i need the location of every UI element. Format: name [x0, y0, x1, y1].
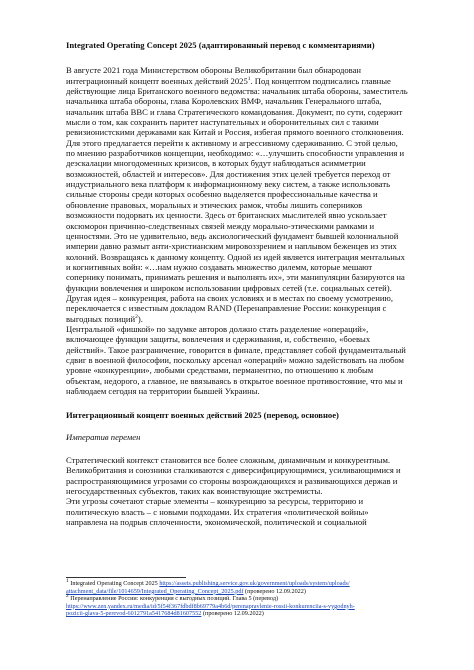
footnote-1	[66, 577, 434, 595]
footnote-divider	[66, 577, 186, 578]
footnote-2	[66, 595, 434, 618]
footnote-2-number: 2	[66, 593, 69, 600]
footnotes	[66, 577, 434, 618]
footnote-2-note: (проверено 12.09.2022)	[201, 610, 264, 618]
intro-text-part3: ).	[137, 313, 143, 324]
document-title: Integrated Operating Concept 2025 (адаптированный перевод с комментариями)	[66, 40, 375, 50]
intro-paragraph	[66, 65, 408, 324]
footnote-2-text: Перенаправление России: конкуренция с выгодных позиций. Глава 5 (перевод)	[70, 595, 279, 603]
section-title: Интеграционный концепт военных действий 2025 (перевод, основное)	[66, 410, 339, 421]
footnote-ref-1[interactable]: 1	[247, 75, 251, 82]
section-subtitle: Императив перемен	[66, 431, 141, 442]
footnote-1-link-part2[interactable]: attachment_data/file/1014659/Integrated_Operating_Concept_2025.pdf	[66, 587, 244, 595]
threats-paragraph: Эти угрозы сочетают старые элементы – конкуренцию за ресурсы, территорию и политическую власть – с новыми подходами. Их стратегия «политической войны» направлена на подрыв сплоченности, экономической, политической и социальной	[66, 496, 369, 528]
footnote-1-number: 1	[66, 577, 69, 584]
footnote-2-link-part2[interactable]: pozicii-glava-5-perevod-6012791a5417684d81607552	[66, 610, 202, 618]
central-idea-paragraph: Центральной «фишкой» по задумке авторов должно стать разделение «операций», включающее функции защиты, вовлечения и сдерживания, и, собственно, «боевых действий». Такое разграничение, говорится в финале, представляет собой фундаментальный сдвиг в военной философии, поскольку арсенал «операций» можно задействовать на любом уровне «конкуренции», любыми средствами, перманентно, по отношению к любым объектам, недорого, а главное, не ввязываясь в открытое военное противостояние, что мы и наблюдаем сегодня на территории бывшей Украины.	[66, 323, 406, 396]
footnote-ref-2[interactable]: 2	[135, 313, 138, 320]
intro-text-part1: В августе 2021 года Министерством обороны Великобритании был обнародован интеграционный концепт военных действий 2025	[66, 65, 362, 86]
footnote-1-text: Integrated Operating Concept 2025	[70, 580, 160, 587]
footnote-1-link-part1[interactable]: https://assets.publishing.service.gov.uk/government/uploads/system/uploads/	[159, 580, 350, 587]
footnote-2-link-part1[interactable]: https://www.zen.yandex.ru/media/id/5f54f367fdbdf8b69779a4b6d/perenapravlenie-rossii-konkurenciia-s-vygodnyh-	[66, 602, 355, 610]
footnote-1-note: (проверено 12.09.2022)	[243, 587, 306, 595]
strategic-context-paragraph: Стратегический контекст становится все более сложным, динамичным и конкурентным. Великобритания и союзники сталкиваются с диверсифицирующимися, усиливающимися и распространяющимися угрозами со стороны возрождающихся и развивающихся держав и негосударственных субъектов, таких как воинствующие экстремисты.	[66, 455, 401, 497]
intro-text-part2: . Под концептом подписались главные действующие лица Британского военного ведомства: начальник штаба обороны, заместитель начальника штаба обороны, глава Королевских ВМФ, начальник Генерального штаба, начальник штаба ВВС и глава Стратегического командования. Документ, по сути, содержит мысли о том, как сохранить паритет наступательных и оборонительных сил с такими ревизионистскими державами как Китай и Россия, избегая прямого военного столкновения. Для этого предлагается перейти к активному и агрессивному сдерживанию. С этой целью, по мнению разработчиков концепции, необходимо: «…улучшить способности управления и деэскалации многодоменных кризисов, в которых будут наблюдаться асимметрии возможностей, областей и интересов». Для достижения этих целей требуется переход от индустриального века платформ к информационному веку систем, а также использовать сильные стороны среди которых особенно выделяется профессиональные качества и обновление правовых, моральных и этических рамок, чтобы лишить соперников возможности подорвать их ценности. Здесь от британских мыслителей явно ускользает оксюморон причинно-следственных связей между морально-этическими рамками и ценностями. Это не удивительно, ведь аксиологический фундамент бывшей колониальной империи давно размыт анти-христианским мировоззрением и наплывом беженцев из этих колоний. Возвращаясь к данному концепту. Одной из идей является интеграция ментальных и когнитивных войн: «…нам нужно создавать множество дилемм, которые мешают сопернику понимать, принимать решения и выполнять их», эти манипуляции базируются на функции вовлечения и широком использовании цифровых сетей (т.е. социальных сетей). Другая идея – конкуренция, работа на своих условиях и в местах по своему усмотрению, переключается с известным докладом RAND (Перенаправление России: конкуренция с выгодных позиций	[66, 75, 408, 324]
